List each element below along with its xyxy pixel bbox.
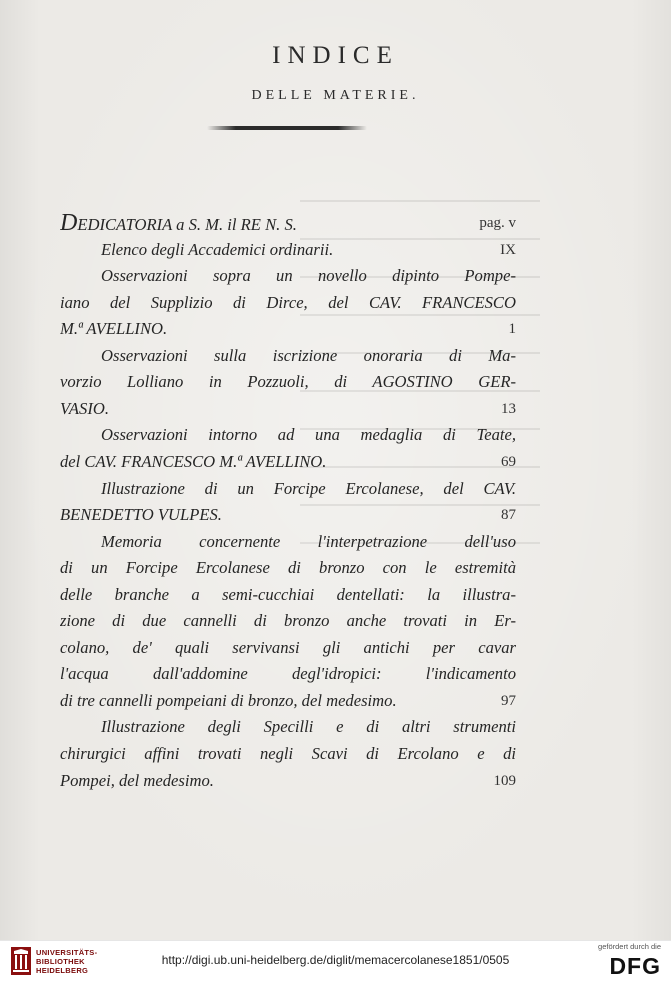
toc-line-text: BENEDETTO VULPES. — [60, 505, 222, 525]
toc-page-number: IX — [500, 241, 516, 258]
toc-line-text: Osservazioni intorno ad una medaglia di Teate, — [101, 425, 516, 445]
dfg-logo[interactable]: DFG — [609, 953, 661, 979]
toc-line — [101, 528, 516, 556]
toc-line-text: di un Forcipe Ercolanese di bronzo con le estremità — [60, 558, 516, 578]
toc-line — [101, 236, 516, 264]
toc-line-text: VASIO. — [60, 398, 109, 418]
toc-line — [60, 501, 516, 529]
page-subtitle: DELLE MATERIE. — [251, 88, 420, 103]
toc-line — [101, 342, 516, 370]
toc-line — [60, 395, 516, 423]
toc-line — [60, 581, 516, 609]
toc-line-text: l'acqua dall'addomine degl'idropici: l'indicamento — [60, 664, 516, 684]
page-title: INDICE — [272, 42, 399, 69]
toc-line-text: EDICATORIA a S. M. il RE N. S. — [77, 215, 297, 234]
toc-line — [60, 767, 516, 795]
funder-label: gefördert durch die — [598, 942, 661, 951]
toc-page-number: 109 — [493, 772, 516, 789]
toc-line-text: Osservazioni sulla iscrizione onoraria di Ma- — [101, 345, 516, 365]
toc-line-text: M.ª AVELLINO. — [60, 319, 168, 339]
toc-line — [101, 262, 516, 290]
toc-line — [60, 607, 516, 635]
toc-line-text: colano, de' quali servivansi gli antichi per cavar — [60, 637, 516, 657]
toc-line — [101, 713, 516, 741]
toc-line — [101, 421, 516, 449]
toc-page-number: 13 — [501, 400, 516, 417]
institution-line-3: HEIDELBERG — [36, 966, 89, 975]
toc-line-text: iano del Supplizio di Dirce, del CAV. FRANCESCO — [60, 292, 516, 312]
toc-line — [60, 368, 516, 396]
toc-line — [60, 660, 516, 688]
toc-line-text: Illustrazione di un Forcipe Ercolanese, del CAV. — [101, 478, 516, 498]
toc-line — [60, 448, 516, 476]
toc-line-text: Osservazioni sopra un novello dipinto Pompe- — [101, 266, 516, 286]
toc-page-number: 87 — [501, 507, 516, 524]
toc-line — [60, 209, 516, 237]
toc-initial-capital: D — [60, 210, 78, 236]
toc-line-text: vorzio Lolliano in Pozzuoli, di AGOSTINO GER- — [60, 372, 516, 392]
toc-line — [60, 634, 516, 662]
title-ornament-rule — [207, 126, 367, 130]
toc-line — [60, 289, 516, 317]
toc-line — [60, 554, 516, 582]
toc-page-number: 97 — [501, 692, 516, 709]
toc-line-text: delle branche a semi-cucchiai dentellati: la illustra- — [60, 584, 516, 604]
toc-line-text: Illustrazione degli Specilli e di altri strumenti — [101, 717, 516, 737]
toc-line-text: di tre cannelli pompeiani di bronzo, del medesimo. — [60, 690, 397, 710]
toc-page-number: pag. v — [479, 215, 516, 231]
toc-page-number: 1 — [508, 321, 516, 338]
institution-line-2: BIBLIOTHEK — [36, 957, 85, 966]
toc-line — [60, 687, 516, 715]
toc-line-text: Memoria concernente l'interpetrazione dell'uso — [101, 531, 516, 551]
toc-line — [60, 740, 516, 768]
permalink-url[interactable]: http://digi.ub.uni-heidelberg.de/diglit/memacercolanese1851/0505 — [161, 953, 510, 967]
toc-line-text: chirurgici affini trovati negli Scavi di Ercolano e di — [60, 744, 516, 763]
toc-line — [60, 315, 516, 343]
toc-line-text: zione di due cannelli di bronzo anche trovati in Er- — [60, 611, 516, 631]
institution-line-1: UNIVERSITÄTS- — [36, 948, 98, 957]
toc-line — [101, 475, 516, 503]
toc-line-text: Elenco degli Accademici ordinarii. — [101, 239, 334, 259]
toc-line-text: del CAV. FRANCESCO M.ª AVELLINO. — [60, 451, 327, 471]
toc-line-text: Pompei, del medesimo. — [60, 770, 214, 790]
toc-page-number: 69 — [501, 453, 516, 470]
